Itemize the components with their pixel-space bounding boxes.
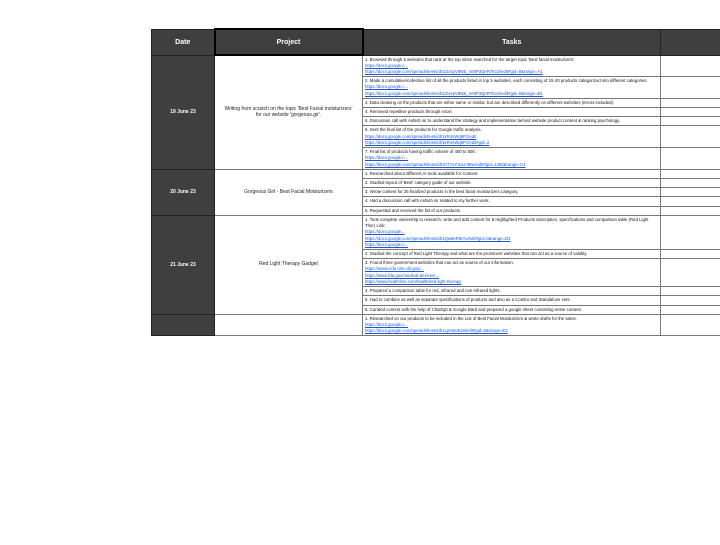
task-link[interactable]: https://docs.google.c...	[365, 241, 408, 247]
header-row	[152, 29, 720, 55]
task-text: 5. Discussion call with Ashish sir to understand the strategy and implementation behind website product content & ranking psychology.	[365, 118, 621, 124]
task-text: 5. Had to combine as well as separate specifications of products and also as a Combo and Standalone sets.	[365, 297, 571, 303]
task-cell[interactable]	[363, 148, 661, 170]
task-text: 7. Final list of products having traffic volume of 400 to 500.	[365, 149, 476, 155]
date-cell[interactable]: 20 June 23	[152, 169, 215, 215]
header-date[interactable]: Date	[152, 29, 215, 55]
extra-cell[interactable]	[661, 305, 720, 314]
task-cell[interactable]	[363, 169, 661, 178]
task-link[interactable]: https://docs.google.com/spreadsheets/d/1kR4sWq9Pz/edit	[365, 133, 477, 139]
task-link[interactable]: https://docs.google.com/spreadsheets/d/1kR4sWq9Pz/edit#gid=2	[365, 139, 490, 145]
task-link[interactable]: https://www.fda.gov/medical-devices/...	[365, 272, 440, 278]
task-cell[interactable]	[363, 55, 661, 77]
task-link[interactable]: https://www.healthline.com/health/red-light-therapy	[365, 278, 462, 284]
table-row	[152, 215, 720, 249]
task-text: 4. Prepared a comparison table for red, infrared and non-infrared lights.	[365, 288, 501, 294]
task-text: 6. Curated content with the help of ChatGpt & Google Bard and prepared a google sheet consisting entire content.	[365, 306, 582, 312]
project-cell[interactable]	[215, 314, 363, 336]
task-text: 2. Studied the concept of Red Light Therapy and what are the prominent websites that can act as a source of validity.	[365, 250, 588, 256]
task-cell[interactable]	[363, 296, 661, 305]
date-cell[interactable]: 21 June 23	[152, 215, 215, 314]
table-row	[152, 314, 720, 336]
date-cell[interactable]	[152, 314, 215, 336]
task-text: 2. Made a cumulative/collective list of all the products listed in top 5 websites, each consisting of 15-20 products categorized into different categories.	[365, 78, 648, 84]
task-text: 3. Wrote content for 25 finalized products in the best facial moisturizers category.	[365, 189, 519, 195]
extra-cell[interactable]	[661, 179, 720, 188]
task-cell[interactable]	[363, 249, 661, 258]
extra-cell[interactable]	[661, 296, 720, 305]
task-text: 1. Researched about different AI tools available for Content.	[365, 170, 479, 176]
task-text: 5. Requested and received the list of our products.	[365, 207, 462, 213]
extra-cell[interactable]	[661, 126, 720, 148]
header-extra-column[interactable]	[661, 29, 720, 55]
extra-cell[interactable]	[661, 117, 720, 126]
table-row	[152, 55, 720, 77]
extra-cell[interactable]	[661, 206, 720, 215]
task-link[interactable]: https://docs.google.com/spreadsheets/d/1hT7uY3vLm8Nx/edit#gid=1450&range=C4	[365, 161, 526, 167]
extra-cell[interactable]	[661, 148, 720, 170]
table-body	[152, 55, 720, 336]
task-link[interactable]: https://docs.google.c...	[365, 62, 408, 68]
task-cell[interactable]	[363, 179, 661, 188]
task-link[interactable]: https://docs.google.c...	[365, 84, 408, 90]
extra-cell[interactable]	[661, 197, 720, 206]
spreadsheet-sheet	[151, 28, 720, 545]
task-cell[interactable]	[363, 197, 661, 206]
table-row	[152, 169, 720, 178]
date-cell[interactable]: 19 June 23	[152, 55, 215, 169]
project-cell[interactable]: Gorgeous Girl - Best Facial Moisturizers	[215, 169, 363, 215]
task-cell[interactable]	[363, 314, 661, 336]
task-cell[interactable]	[363, 98, 661, 107]
extra-cell[interactable]	[661, 169, 720, 178]
task-text: 1. Researched on our products to be included in the List of Best Facial Moisturizers & wrote drafts for the same.	[365, 315, 578, 321]
extra-cell[interactable]	[661, 314, 720, 336]
project-cell[interactable]: Writing from scratch on the topic 'Best Facial moisturizers' for our website 'gorgeous.gir'.	[215, 55, 363, 169]
extra-cell[interactable]	[661, 98, 720, 107]
task-cell[interactable]	[363, 215, 661, 249]
task-text: 3. Found three government websites that can act as source of our information:	[365, 260, 514, 266]
task-text: 6. Sent the final list of the products for Google traffic analysis.	[365, 127, 482, 133]
task-text: 1. Browsed through 5 websites that rank at the top when searched for the target topic 'Best facial moisturizers'.	[365, 56, 576, 62]
task-cell[interactable]	[363, 287, 661, 296]
extra-cell[interactable]	[661, 287, 720, 296]
task-link[interactable]: https://docs.google.com/spreadsheets/d/1lZx4pV8NB_m9tP3QeR7kU2/edit#gid=0&range=B1	[365, 90, 543, 96]
header-project[interactable]: Project	[215, 29, 363, 55]
task-cell[interactable]	[363, 259, 661, 287]
task-link[interactable]: https://docs.google.com/spreadsheets/d/1Qw8eRt5Yu/edit#gid=0&range=D2	[365, 235, 511, 241]
task-cell[interactable]	[363, 305, 661, 314]
task-link[interactable]: https://docs.google...	[365, 229, 405, 235]
extra-cell[interactable]	[661, 77, 720, 99]
task-text: 2. Studied layout of 'Best' category guide of our website.	[365, 180, 472, 185]
task-cell[interactable]	[363, 188, 661, 197]
task-cell[interactable]	[363, 77, 661, 99]
task-cell[interactable]	[363, 108, 661, 117]
task-link[interactable]: https://docs.google.c...	[365, 321, 408, 327]
extra-cell[interactable]	[661, 55, 720, 77]
task-link[interactable]: https://docs.google.com/spreadsheets/d/1Lp0oK9iJ8/edit#gid=0&range=E3	[365, 328, 508, 334]
task-text: 3. Data cleaning on the products that are either same or similar, but are described differently on different websites (errors included).	[365, 99, 615, 105]
task-text: 1. Took complete ownership to research, write and add content for 8 Highlighted Products description, specifications and comparison table (Red Light Ther) Link:	[365, 216, 649, 229]
extra-cell[interactable]	[661, 188, 720, 197]
task-cell[interactable]	[363, 206, 661, 215]
task-text: 4. Removed repetitive products through excel.	[365, 109, 453, 115]
task-link[interactable]: https://docs.google.c...	[365, 155, 408, 161]
extra-cell[interactable]	[661, 108, 720, 117]
task-link[interactable]: https://www.ncbi.nlm.nih.gov/...	[365, 266, 424, 272]
header-tasks[interactable]: Tasks	[363, 29, 661, 55]
project-cell[interactable]: Red Light Therapy Gadget	[215, 215, 363, 314]
task-cell[interactable]	[363, 117, 661, 126]
task-text: 4. Had a discussion call with Ashish sir related to my further work.	[365, 198, 490, 204]
extra-cell[interactable]	[661, 259, 720, 287]
worklog-table	[151, 28, 720, 336]
extra-cell[interactable]	[661, 249, 720, 258]
task-link[interactable]: https://docs.google.com/spreadsheets/d/1lZx4pV8NB_m9tP3QeR7kU2/edit#gid=0&range=A1	[365, 68, 543, 74]
task-cell[interactable]	[363, 126, 661, 148]
extra-cell[interactable]	[661, 215, 720, 249]
